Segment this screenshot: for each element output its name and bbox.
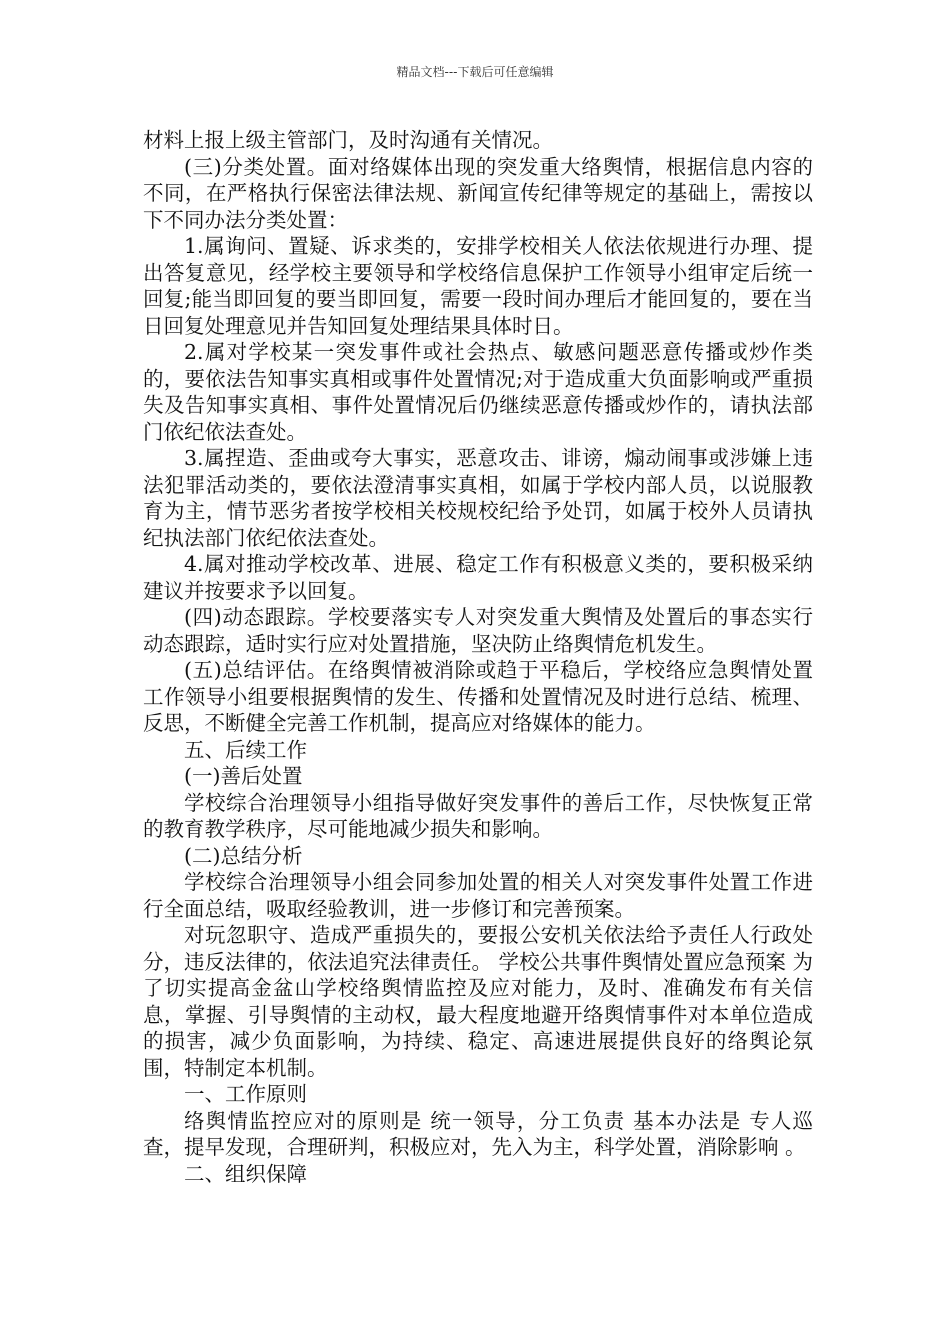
paragraph: (四)动态跟踪。学校要落实专人对突发重大舆情及处置后的事态实行动态跟踪，适时实行应对处置措施，坚决防止络舆情危机发生。: [143, 605, 813, 656]
paragraph: 学校综合治理领导小组会同参加处置的相关人对突发事件处置工作进行全面总结，吸取经验教训，进一步修订和完善预案。: [143, 870, 813, 921]
section-heading: 五、后续工作: [184, 737, 307, 762]
paragraph: 4.属对推动学校改革、进展、稳定工作有积极意义类的，要积极采纳建议并按要求予以回复。: [143, 552, 813, 603]
paragraph: (三)分类处置。面对络媒体出现的突发重大络舆情，根据信息内容的不同，在严格执行保密法律法规、新闻宣传纪律等规定的基础上，需按以下不同办法分类处置：: [143, 154, 813, 232]
section-heading: 二、组织保障: [184, 1161, 307, 1186]
paragraph: 1.属询问、置疑、诉求类的，安排学校相关人依法依规进行办理、提出答复意见，经学校主要领导和学校络信息保护工作领导小组审定后统一回复;能当即回复的要当即回复，需要一段时间办理后才能回复的，要在当日回复处理意见并告知回复处理结果具体时日。: [143, 234, 813, 338]
subsection-heading: (二)总结分析: [184, 843, 303, 868]
paragraph: 对玩忽职守、造成严重损失的，要报公安机关依法给予责任人行政处分，违反法律的，依法追究法律责任。 学校公共事件舆情处置应急预案 为了切实提高金盆山学校络舆情监控及应对能力，及时、准确发布有关信息，掌握、引导舆情的主动权，最大程度地避开络舆情事件对本单位造成的损害，减少负面影响，为持续、稳定、高速进展提供良好的络舆论氛围，特制定本机制。: [143, 923, 813, 1080]
document-body: [143, 127, 813, 1187]
page-header: 精品文档---下载后可任意编辑: [396, 65, 554, 79]
paragraph: 络舆情监控应对的原则是 统一领导，分工负责 基本办法是 专人巡查，提早发现，合理研判，积极应对，先入为主，科学处置，消除影响 。: [143, 1108, 813, 1159]
paragraph: 3.属捏造、歪曲或夸大事实，恶意攻击、诽谤，煽动闹事或涉嫌上违法犯罪活动类的，要依法澄清事实真相，如属于学校内部人员，以说服教育为主，情节恶劣者按学校相关校规校纪给予处罚，如属于校外人员请执纪执法部门依纪依法查处。: [143, 446, 813, 550]
paragraph: 2.属对学校某一突发事件或社会热点、敏感问题恶意传播或炒作类的，要依法告知事实真相或事件处置情况;对于造成重大负面影响或严重损失及告知事实真相、事件处置情况后仍继续恶意传播或炒作的，请执法部门依纪依法查处。: [143, 340, 813, 444]
paragraph: 材料上报上级主管部门，及时沟通有关情况。: [143, 128, 553, 152]
paragraph: (五)总结评估。在络舆情被消除或趋于平稳后，学校络应急舆情处置工作领导小组要根据舆情的发生、传播和处置情况及时进行总结、梳理、反思，不断健全完善工作机制，提高应对络媒体的能力。: [143, 658, 813, 735]
subsection-heading: (一)善后处置: [184, 764, 303, 788]
paragraph: 学校综合治理领导小组指导做好突发事件的善后工作，尽快恢复正常的教育教学秩序，尽可能地减少损失和影响。: [143, 790, 813, 841]
section-heading: 一、工作原则: [184, 1082, 307, 1106]
